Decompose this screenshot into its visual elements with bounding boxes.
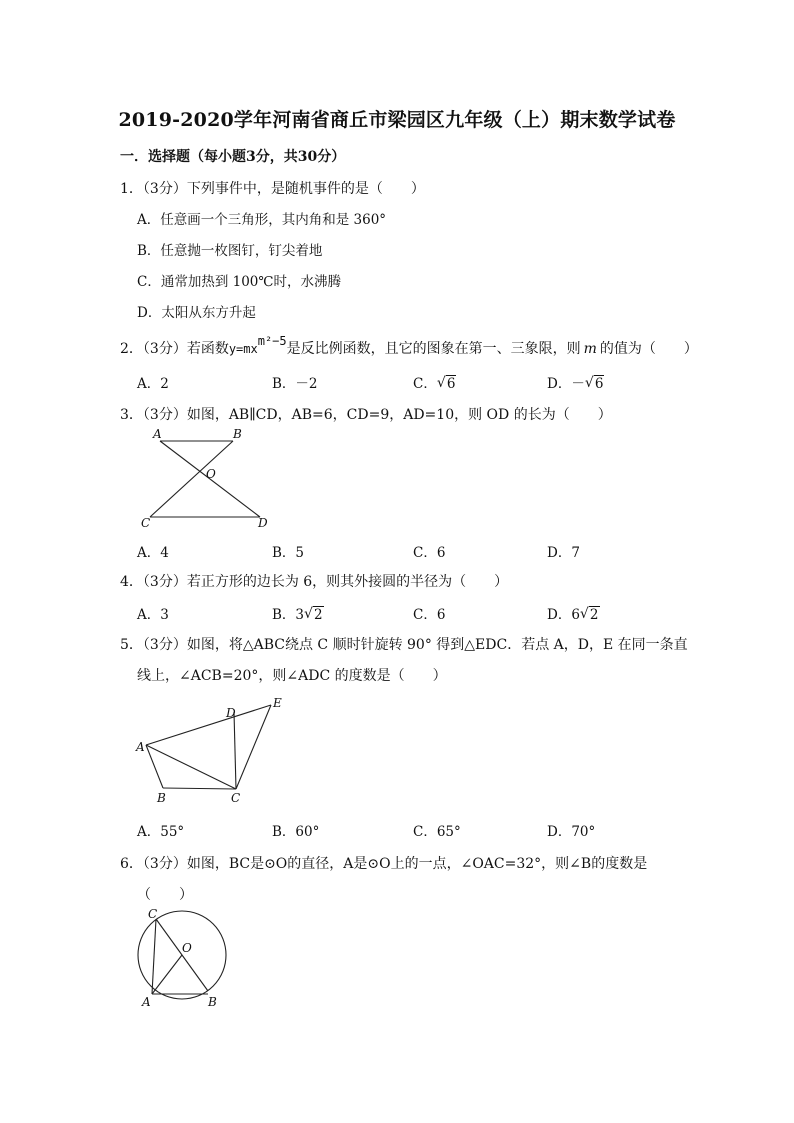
segment-ca	[152, 919, 156, 994]
segment-ec	[236, 705, 271, 789]
question-3-option-d: D．7	[547, 545, 580, 561]
question-2-stem	[120, 334, 698, 358]
question-3-option-a: A．4	[137, 545, 169, 561]
figure-parallel-lines	[130, 428, 280, 533]
segment-oa	[152, 955, 182, 994]
question-3-option-b: B．5	[272, 545, 305, 561]
label-b: B	[233, 427, 242, 441]
segment-bc	[150, 441, 233, 517]
label-a: A	[153, 427, 162, 441]
option-letter: D．6	[547, 607, 580, 623]
question-5-stem-line-1: 5．（3分）如图，将△ABC绕点 C 顺时针旋转 90° 得到△EDC．若点 A，D，E 在同一条直	[120, 637, 688, 653]
question-5-stem-line-2: 线上，∠ACB=20°，则∠ADC 的度数是（ ）	[137, 668, 447, 684]
sqrt-symbol: √ 6	[436, 375, 456, 392]
question-2-option-c	[413, 372, 456, 392]
label-d: D	[226, 706, 236, 720]
function-exponent: m²−5	[257, 334, 287, 348]
question-2-stem-middle: 是反比例函数，且它的图象在第一、三象限，则	[286, 341, 581, 357]
sqrt-symbol: √ 2	[304, 606, 323, 623]
option-letter: C．	[413, 376, 437, 392]
segment-ac	[146, 745, 236, 789]
question-2-stem-prefix: 2．（3分）若函数	[120, 341, 229, 357]
question-3-option-c: C．6	[413, 545, 446, 561]
page-title: 2019-2020学年河南省商丘市梁园区九年级（上）期末数学试卷	[118, 109, 676, 131]
question-3-stem: 3．（3分）如图，AB∥CD，AB=6，CD=9，AD=10，则 OD 的长为（ ）	[120, 407, 612, 423]
radicand: 6	[594, 376, 604, 392]
figure-circle	[130, 905, 240, 1015]
function-expression: y=mx	[228, 342, 258, 356]
question-2-stem-end: 的值为（ ）	[599, 341, 698, 357]
label-c: C	[141, 516, 151, 530]
question-1-option-c: C．通常加热到 100℃时，水沸腾	[137, 274, 341, 290]
label-c: C	[231, 791, 241, 805]
question-1-option-b: B．任意抛一枚图钉，钉尖着地	[137, 243, 323, 259]
question-4-option-b	[272, 603, 324, 623]
label-c: C	[148, 907, 158, 921]
option-letter: B．3	[272, 607, 305, 623]
radicand: 2	[589, 607, 599, 623]
question-5-option-a: A．55°	[137, 824, 185, 840]
question-4-option-a: A．3	[137, 607, 169, 623]
question-5-option-d: D．70°	[547, 824, 596, 840]
option-letter: D．－	[547, 376, 585, 392]
question-4-option-d	[547, 603, 600, 623]
question-5-option-c: C．65°	[413, 824, 461, 840]
label-d: D	[258, 516, 268, 530]
question-6-stem-line-2: （ ）	[137, 887, 193, 903]
question-2-option-a: A．2	[137, 376, 169, 392]
question-4-option-c: C．6	[413, 607, 446, 623]
segment-bc	[163, 788, 236, 789]
sqrt-symbol: √ 6	[584, 375, 604, 392]
label-e: E	[273, 696, 282, 710]
question-1-stem: 1．（3分）下列事件中，是随机事件的是（ ）	[120, 181, 425, 197]
label-a: A	[136, 740, 145, 754]
question-1-option-a: A．任意画一个三角形，其内角和是 360°	[137, 212, 387, 228]
section-heading: 一．选择题（每小题3分，共30分）	[120, 149, 346, 165]
figure-rotation	[130, 690, 300, 810]
question-2-option-d	[547, 372, 604, 392]
sqrt-symbol: √ 2	[579, 606, 599, 623]
label-b: B	[208, 995, 217, 1009]
segment-ae	[146, 705, 271, 745]
segment-dc	[234, 712, 236, 789]
label-a: A	[142, 995, 151, 1009]
segment-ab	[146, 745, 163, 788]
label-b: B	[157, 791, 166, 805]
radicand: 2	[314, 607, 323, 623]
question-5-option-b: B．60°	[272, 824, 320, 840]
question-4-stem: 4．（3分）若正方形的边长为 6，则其外接圆的半径为（ ）	[120, 574, 509, 590]
label-o: O	[206, 467, 216, 481]
radicand: 6	[446, 376, 456, 392]
question-2-option-b: B．－2	[272, 376, 318, 392]
label-o: O	[182, 941, 192, 955]
question-6-stem-line-1: 6．（3分）如图，BC是⊙O的直径，A是⊙O上的一点，∠OAC=32°，则∠B的度数是	[120, 856, 648, 872]
question-1-option-d: D．太阳从东方升起	[137, 305, 256, 321]
variable-m: m	[583, 341, 597, 357]
